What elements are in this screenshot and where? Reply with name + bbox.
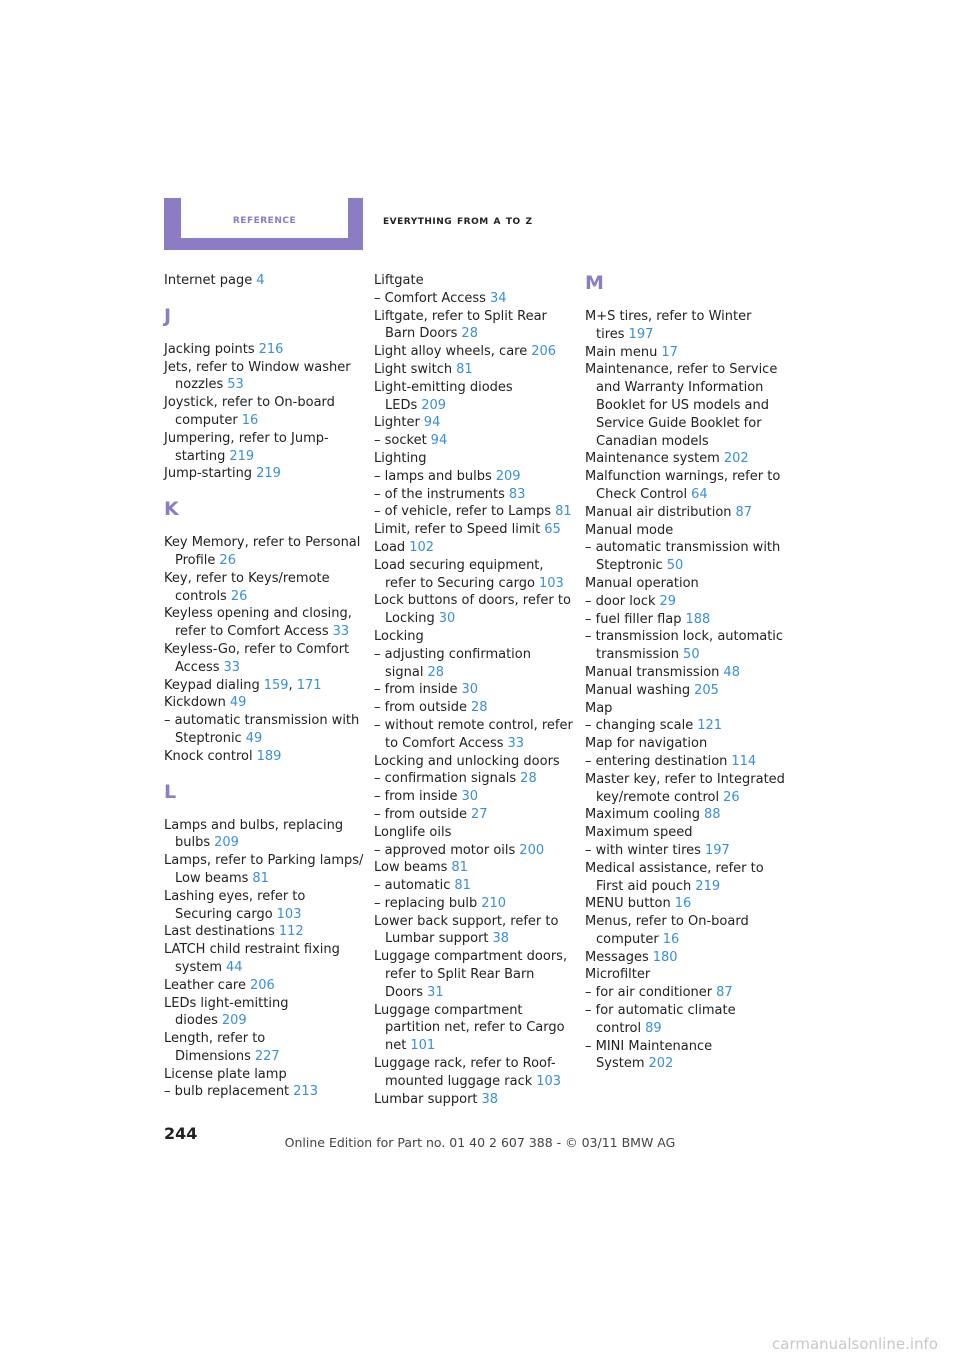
- index-entry-text: Menus, refer to On-board computer: [585, 914, 749, 947]
- index-entry: [374, 361, 574, 379]
- index-entry: [585, 628, 785, 664]
- page-reference-link[interactable]: 38: [492, 931, 510, 947]
- index-entry: [164, 465, 364, 483]
- index-entry: [374, 753, 574, 771]
- page-reference-link[interactable]: 209: [214, 835, 239, 851]
- index-entry-text: Keypad dialing: [164, 677, 260, 693]
- index-entry-text: Manual transmission: [585, 664, 720, 680]
- index-entry: [374, 272, 574, 290]
- page-reference-link[interactable]: 103: [538, 575, 564, 591]
- index-entry: [374, 948, 574, 1001]
- page-reference-link[interactable]: 200: [519, 842, 545, 858]
- index-entry: [585, 539, 785, 575]
- index-entry: [585, 700, 785, 718]
- page-reference-link[interactable]: 83: [508, 486, 526, 502]
- index-entry-text: Lashing eyes, refer to Securing cargo: [164, 888, 306, 922]
- index-entry: [164, 430, 364, 466]
- index-entry: [374, 895, 574, 913]
- page-reference-link[interactable]: 205: [694, 682, 719, 698]
- index-entry: [374, 859, 574, 877]
- index-entry-text: Last destinations: [164, 924, 275, 940]
- index-entry: [374, 824, 574, 842]
- page-reference-link[interactable]: 33: [223, 659, 241, 675]
- index-entry-text: – socket: [374, 433, 427, 449]
- page-reference-link[interactable]: 219: [229, 448, 255, 464]
- index-entry-text: Jacking points: [164, 341, 255, 357]
- index-entry-text: – with winter tires: [585, 842, 701, 858]
- index-entry-text: LEDs light-emitting diodes: [164, 995, 289, 1029]
- index-entry-text: Lumbar support: [374, 1091, 478, 1107]
- index-entry-text: – transmission lock, automatic transmission: [585, 629, 784, 663]
- page-reference-link[interactable]: 33: [507, 735, 525, 751]
- index-column-2: [374, 272, 574, 1108]
- page-reference-link[interactable]: 197: [704, 842, 730, 858]
- index-entry-text: Keyless-Go, refer to Comfort Access: [164, 641, 350, 675]
- index-entry-text: – for automatic climate control: [585, 1003, 736, 1036]
- page-reference-link[interactable]: 30: [461, 789, 479, 805]
- page-reference-link[interactable]: 65: [544, 522, 561, 538]
- index-entry: [374, 913, 574, 949]
- index-entry-text: Lighting: [374, 450, 427, 466]
- index-entry: [585, 735, 785, 753]
- index-entry-text: Longlife oils: [374, 824, 452, 840]
- index-entry: [374, 646, 574, 682]
- page-reference-link[interactable]: 102: [409, 539, 435, 555]
- index-entry: [374, 486, 574, 504]
- page-reference-link[interactable]: 50: [683, 647, 700, 663]
- index-entry: [374, 681, 574, 699]
- page-reference-link[interactable]: 88: [703, 807, 721, 823]
- index-entry-text: – door lock: [585, 593, 656, 609]
- index-entry: [164, 712, 364, 748]
- index-entry: [164, 359, 364, 395]
- page-reference-link[interactable]: 29: [659, 593, 677, 609]
- index-entry-text: – automatic transmission with Steptronic: [164, 713, 360, 746]
- index-entry-text: Load securing equipment, refer to Securing cargo: [374, 557, 544, 591]
- index-entry: [374, 557, 574, 593]
- index-entry: [585, 824, 785, 842]
- index-entry-text: – from outside: [374, 700, 467, 716]
- page-reference-link[interactable]: 17: [661, 344, 678, 360]
- index-entry-text: Maximum speed: [585, 825, 693, 841]
- index-entry: [374, 788, 574, 806]
- index-entry-text: – changing scale: [585, 718, 694, 734]
- page-reference-link[interactable]: 210: [481, 895, 507, 911]
- page-reference-link[interactable]: 202: [648, 1056, 674, 1072]
- index-entry-text: Messages: [585, 949, 649, 965]
- index-entry: [585, 984, 785, 1002]
- index-entry: [164, 272, 364, 290]
- page-reference-link[interactable]: 26: [219, 552, 236, 568]
- footer-edition: Online Edition for Part no. 01 40 2 607 388 - © 03/11 BMW AG: [284, 1135, 676, 1150]
- index-entry-text: – approved motor oils: [374, 842, 516, 858]
- index-entry-text: Master key, refer to Integrated key/remote control: [585, 771, 785, 805]
- page-reference-link[interactable]: 94: [423, 415, 441, 431]
- index-entry: [585, 860, 785, 896]
- index-entry: [585, 664, 785, 682]
- index-entry: [374, 877, 574, 895]
- page-reference-link[interactable]: 16: [662, 931, 680, 947]
- index-entry: [374, 539, 574, 557]
- index-entry: [374, 414, 574, 432]
- index-entry: [374, 290, 574, 308]
- index-entry: [374, 379, 574, 415]
- index-entry-text: Jets, refer to Window washer nozzles: [164, 359, 351, 393]
- page-reference-link[interactable]: 103: [536, 1073, 562, 1089]
- index-entry-text: M+S tires, refer to Winter tires: [585, 309, 752, 342]
- page-reference-link[interactable]: 112: [278, 924, 304, 940]
- index-entry: [585, 949, 785, 967]
- index-entry-text: Light-emitting diodes LEDs: [374, 379, 513, 413]
- index-entry-text: Manual mode: [585, 522, 674, 538]
- index-entry-text: Luggage compartment doors, refer to Split Rear Barn Doors: [374, 949, 568, 1000]
- section-tab: [164, 198, 363, 250]
- page-reference-link[interactable]: 30: [438, 611, 456, 627]
- page-separator: ,: [288, 677, 293, 693]
- index-entry-text: Key Memory, refer to Personal Profile: [164, 535, 361, 568]
- page-reference-link[interactable]: 31: [427, 984, 444, 1000]
- index-entry-text: Manual air distribution: [585, 504, 732, 520]
- page-reference-link[interactable]: 48: [723, 664, 740, 680]
- index-letter-heading: M: [585, 272, 604, 294]
- page-reference-link[interactable]: 81: [451, 860, 468, 876]
- index-entry-text: Low beams: [374, 860, 448, 876]
- page-reference-link[interactable]: 89: [645, 1020, 662, 1036]
- index-entry: [164, 923, 364, 941]
- page-reference-link[interactable]: 49: [245, 730, 263, 746]
- page-reference-link[interactable]: 209: [495, 468, 521, 484]
- page-reference-link[interactable]: 81: [454, 878, 471, 894]
- watermark: carmanualsonline.info: [772, 1335, 938, 1353]
- section-label: reference: [232, 210, 297, 226]
- index-column-3: [585, 272, 785, 1073]
- section-tab-inner: [181, 198, 348, 238]
- index-entry-text: Liftgate, refer to Split Rear Barn Doors: [374, 308, 547, 342]
- index-entry-text: – from inside: [374, 789, 458, 805]
- page-reference-link[interactable]: 16: [241, 412, 259, 428]
- index-entry-text: Leather care: [164, 977, 246, 993]
- page-reference-link[interactable]: 87: [716, 985, 733, 1001]
- page-reference-link[interactable]: 213: [293, 1084, 318, 1100]
- index-entry: [585, 1038, 785, 1074]
- page-reference-link[interactable]: 219: [695, 878, 721, 894]
- index-entry-text: – lamps and bulbs: [374, 468, 492, 484]
- index-entry: [164, 995, 364, 1031]
- index-entry-text: – confirmation signals: [374, 771, 517, 787]
- index-entry-text: Microfilter: [585, 967, 651, 983]
- index-entry-text: Lamps and bulbs, replacing bulbs: [164, 817, 344, 851]
- index-entry: [374, 432, 574, 450]
- index-entry-text: Kickdown: [164, 695, 226, 711]
- index-entry-text: Locking: [374, 628, 424, 644]
- index-entry-text: Luggage rack, refer to Roof-mounted luggage rack: [374, 1056, 556, 1089]
- index-entry: [374, 343, 574, 361]
- index-entry: [374, 521, 574, 539]
- page-reference-link[interactable]: 26: [723, 789, 740, 805]
- index-entry-text: Lock buttons of doors, refer to Locking: [374, 593, 571, 627]
- index-entry-text: Lower back support, refer to Lumbar support: [374, 913, 559, 947]
- page-reference-link[interactable]: 26: [230, 588, 248, 604]
- index-entry: [164, 394, 364, 430]
- index-entry-text: Maintenance system: [585, 451, 720, 467]
- index-entry: [585, 966, 785, 984]
- page-reference-link[interactable]: 16: [674, 896, 692, 912]
- index-entry: [164, 534, 364, 570]
- index-entry: [585, 593, 785, 611]
- index-entry-text: LATCH child restraint fixing system: [164, 942, 340, 975]
- index-entry-text: – entering destination: [585, 753, 728, 769]
- index-entry-text: Locking and unlocking doors: [374, 753, 560, 769]
- page-reference-link[interactable]: 227: [254, 1048, 280, 1064]
- page-reference-link[interactable]: 33: [332, 624, 350, 640]
- index-entry: [374, 1055, 574, 1091]
- index-entry: [374, 717, 574, 753]
- index-entry-text: – from outside: [374, 806, 467, 822]
- index-entry-text: Maintenance, refer to Service and Warranty Information Booklet for US models and Service Guide Booklet for Canadian models: [585, 362, 778, 449]
- index-entry: [164, 748, 364, 766]
- index-entry-text: Map: [585, 700, 613, 716]
- page-reference-link[interactable]: 64: [691, 486, 708, 502]
- page-reference-link[interactable]: 94: [430, 433, 448, 449]
- page-reference-link[interactable]: 121: [697, 718, 723, 734]
- page-reference-link[interactable]: 216: [258, 341, 284, 357]
- index-entry: [374, 308, 574, 344]
- page-reference-link[interactable]: 171: [296, 677, 322, 693]
- index-entry: [585, 806, 785, 824]
- index-entry: [585, 682, 785, 700]
- index-entry: [164, 941, 364, 977]
- page-reference-link[interactable]: 209: [221, 1013, 247, 1029]
- page-reference-link[interactable]: 50: [666, 558, 684, 574]
- index-letter-heading: L: [164, 780, 177, 803]
- index-entry: [585, 468, 785, 504]
- index-entry-text: – from inside: [374, 682, 458, 698]
- index-entry: [374, 770, 574, 788]
- index-entry-text: Load: [374, 539, 406, 555]
- index-letter-heading: J: [164, 304, 172, 327]
- index-entry: [585, 450, 785, 468]
- index-entry: [164, 341, 364, 359]
- page-reference-link[interactable]: 27: [470, 806, 488, 822]
- page-reference-link[interactable]: 219: [256, 466, 281, 482]
- page-reference-link[interactable]: 81: [555, 504, 572, 520]
- index-entry-text: Malfunction warnings, refer to Check Control: [585, 469, 781, 502]
- index-entry: [585, 611, 785, 629]
- index-entry: [164, 977, 364, 995]
- index-entry-text: Jump-starting: [164, 466, 253, 482]
- index-entry: [585, 308, 785, 344]
- index-entry: [585, 717, 785, 735]
- index-entry-text: Lamps, refer to Parking lamps/ Low beams: [164, 853, 364, 886]
- page-reference-link[interactable]: 206: [249, 977, 275, 993]
- index-entry: [164, 1083, 364, 1101]
- index-column-1: [164, 272, 364, 1101]
- page-reference-link[interactable]: 159: [263, 677, 289, 693]
- index-entry: [164, 1066, 364, 1084]
- index-entry-text: Light alloy wheels, care: [374, 344, 528, 360]
- index-entry-text: Jumpering, refer to Jump-starting: [164, 430, 329, 464]
- page-reference-link[interactable]: 30: [461, 682, 479, 698]
- page-reference-link[interactable]: 38: [481, 1091, 499, 1107]
- index-entry: [585, 842, 785, 860]
- page-reference-link[interactable]: 209: [421, 397, 447, 413]
- index-entry-text: Limit, refer to Speed limit: [374, 522, 541, 538]
- index-entry-text: Liftgate: [374, 273, 424, 288]
- page-reference-link[interactable]: 189: [256, 748, 282, 764]
- page-reference-link[interactable]: 206: [531, 344, 557, 360]
- index-entry-text: Manual washing: [585, 682, 691, 698]
- page-reference-link[interactable]: 49: [229, 695, 247, 711]
- index-entry: [164, 1030, 364, 1066]
- index-entry-text: – fuel filler flap: [585, 611, 682, 627]
- page-reference-link[interactable]: 188: [685, 611, 711, 627]
- page-number: 244: [164, 1124, 198, 1143]
- index-entry: [374, 468, 574, 486]
- index-entry-text: Keyless opening and closing, refer to Comfort Access: [164, 606, 352, 640]
- index-entry-text: Joystick, refer to On-board computer: [164, 395, 335, 428]
- index-entry: [585, 753, 785, 771]
- index-entry-text: Main menu: [585, 344, 658, 360]
- page-reference-link[interactable]: 202: [723, 451, 749, 467]
- index-entry: [585, 344, 785, 362]
- index-entry: [585, 361, 785, 450]
- index-entry: [374, 503, 574, 521]
- index-entry-text: – adjusting confirmation signal: [374, 646, 531, 680]
- index-entry-text: Medical assistance, refer to First aid pouch: [585, 860, 764, 894]
- page-reference-link[interactable]: 114: [731, 753, 757, 769]
- page-reference-link[interactable]: 28: [427, 664, 445, 680]
- index-entry: [374, 450, 574, 468]
- index-entry-text: – automatic: [374, 878, 451, 894]
- index-entry: [374, 592, 574, 628]
- index-entry-text: – MINI Maintenance System: [585, 1038, 713, 1072]
- page-reference-link[interactable]: 81: [456, 361, 473, 377]
- index-entry-text: – of the instruments: [374, 486, 505, 502]
- index-entry: [585, 895, 785, 913]
- index-entry-text: MENU button: [585, 896, 671, 912]
- index-letter-heading: K: [164, 498, 179, 521]
- index-entry: [585, 504, 785, 522]
- index-entry-text: – bulb replacement: [164, 1084, 290, 1100]
- index-entry: [374, 1002, 574, 1055]
- index-entry: [164, 888, 364, 924]
- index-entry-text: Key, refer to Keys/remote controls: [164, 570, 330, 604]
- index-entry: [164, 570, 364, 606]
- index-entry-text: Internet page: [164, 273, 253, 288]
- index-entry: [164, 605, 364, 641]
- page-reference-link[interactable]: 34: [489, 290, 507, 306]
- index-entry-text: – of vehicle, refer to Lamps: [374, 504, 552, 520]
- index-entry-text: Luggage compartment partition net, refer to Cargo net: [374, 1002, 565, 1054]
- index-entry: [164, 641, 364, 677]
- index-entry: [164, 817, 364, 853]
- index-entry-text: Maximum cooling: [585, 807, 700, 823]
- index-entry-text: – Comfort Access: [374, 290, 486, 306]
- page-reference-link[interactable]: 103: [276, 906, 302, 922]
- index-entry: [164, 852, 364, 888]
- index-entry: [585, 1002, 785, 1038]
- index-entry-text: Length, refer to Dimensions: [164, 1031, 266, 1064]
- index-entry: [164, 694, 364, 712]
- index-entry-text: Light switch: [374, 361, 453, 377]
- index-entry-text: – for air conditioner: [585, 985, 713, 1001]
- index-entry: [585, 522, 785, 540]
- index-entry-text: Map for navigation: [585, 736, 708, 752]
- index-entry-text: – automatic transmission with Steptronic: [585, 540, 781, 574]
- page-reference-link[interactable]: 87: [735, 504, 753, 520]
- index-entry-text: Knock control: [164, 748, 253, 764]
- index-entry: [374, 699, 574, 717]
- page-reference-link[interactable]: 53: [227, 377, 244, 393]
- index-entry: [585, 575, 785, 593]
- page-heading: everything from a to z: [383, 212, 533, 227]
- page-reference-link[interactable]: 4: [256, 273, 265, 288]
- index-entry: [374, 628, 574, 646]
- page-reference-link[interactable]: 197: [628, 326, 654, 342]
- index-entry: [374, 842, 574, 860]
- page-reference-link[interactable]: 28: [470, 700, 488, 716]
- index-entry-text: Manual operation: [585, 575, 699, 591]
- index-entry: [374, 1091, 574, 1109]
- page-reference-link[interactable]: 28: [461, 326, 478, 342]
- index-entry: [374, 806, 574, 824]
- index-entry-text: License plate lamp: [164, 1066, 287, 1082]
- index-entry-text: – replacing bulb: [374, 895, 478, 911]
- page-reference-link[interactable]: 81: [252, 870, 269, 886]
- page-reference-link[interactable]: 180: [652, 949, 678, 965]
- index-entry: [164, 677, 364, 695]
- page-reference-link[interactable]: 44: [226, 959, 243, 975]
- index-entry: [585, 913, 785, 949]
- page-reference-link[interactable]: 28: [520, 771, 537, 787]
- index-entry-text: Lighter: [374, 415, 420, 431]
- page-reference-link[interactable]: 101: [410, 1038, 436, 1054]
- index-entry-text: – without remote control, refer to Comfort Access: [374, 717, 573, 751]
- index-entry: [585, 771, 785, 807]
